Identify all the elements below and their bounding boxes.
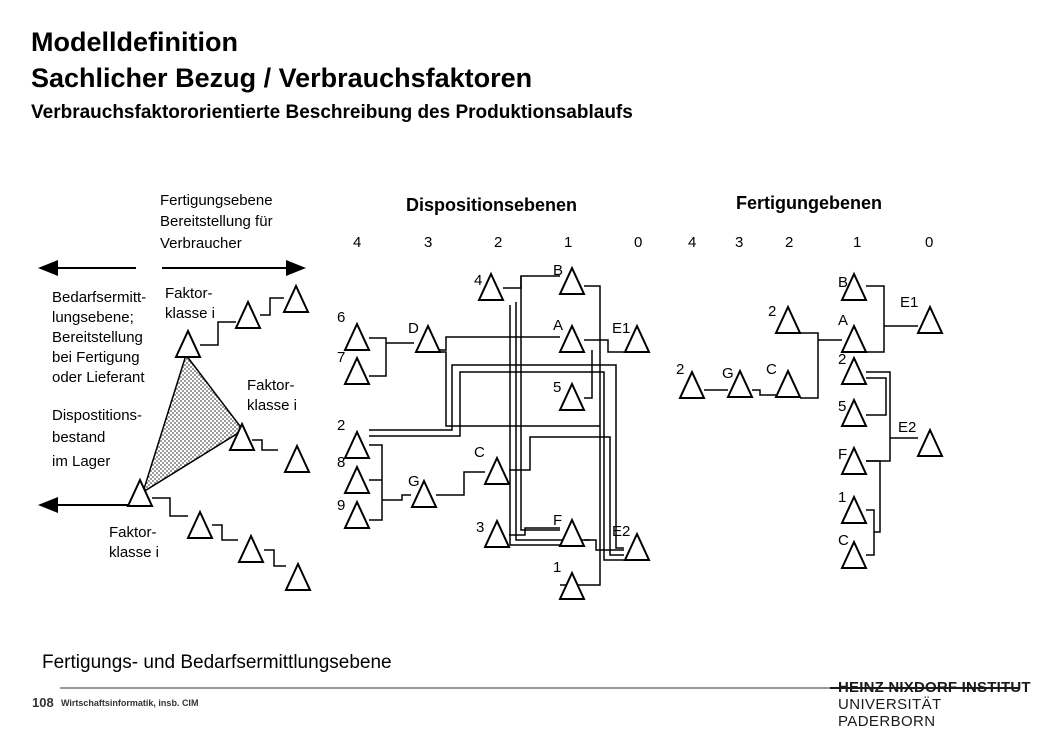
disp-node-C: C [474,444,485,461]
disp-node-3: 3 [476,519,485,536]
fert-level-3: 3 [735,234,744,251]
disp-node-F: F [553,512,563,529]
dispo-line1: Dispostitions- [52,407,143,424]
dispo-bestand-area [143,355,243,492]
fert-level-0: 0 [925,234,934,251]
disp-node-E2: E2 [612,523,631,540]
disp-node-5: 5 [553,379,562,396]
faktor-bot-line2: klasse i [109,544,160,561]
disp-node-9: 9 [337,497,346,514]
figure-caption: Fertigungs- und Bedarfsermittlungsebene [42,652,392,673]
fertigungsebene-line3: Verbraucher [160,235,242,252]
disp-node-8: 8 [337,454,346,471]
bedarf-line3: Bereitstellung [52,329,143,346]
footer-text: Wirtschaftsinformatik, insb. CIM [61,698,199,708]
right-panel [676,193,942,568]
arrow-left-top [38,260,58,276]
dispositionsebenen-title: Dispositionsebenen [406,195,578,215]
dispo-line2: bestand [52,429,106,446]
fert-node-2a: 2 [768,303,777,320]
fert-node-F: F [838,446,848,463]
page-number: 108 [32,695,54,710]
bedarf-line1: Bedarfsermitt- [52,289,147,306]
fert-node-1: 1 [838,489,847,506]
fert-level-4: 4 [688,234,697,251]
fert-level-2: 2 [785,234,794,251]
faktor-top-line2: klasse i [165,305,216,322]
faktor-bot-line1: Faktor- [109,524,157,541]
disp-level-4: 4 [353,234,362,251]
faktor-top-line1: Faktor- [165,285,213,302]
middle-panel [337,195,649,599]
disp-level-2: 2 [494,234,503,251]
faktor-mid-line2: klasse i [247,397,298,414]
fert-node-A: A [838,312,849,329]
fert-node-B: B [838,274,849,291]
page-title: Modelldefinition [31,27,238,57]
disp-level-0: 0 [634,234,643,251]
disp-node-1: 1 [553,559,562,576]
fert-node-2c: 2 [676,361,685,378]
disp-node-6: 6 [337,309,346,326]
disp-node-G: G [408,473,420,490]
fert-level-1: 1 [853,234,862,251]
fertigungebenen-title: Fertigungebenen [736,193,883,213]
page-subtitle: Sachlicher Bezug / Verbrauchsfaktoren [31,63,533,93]
institute-logo-line2: UNIVERSITÄT PADERBORN [838,696,942,730]
disp-level-3: 3 [424,234,433,251]
disp-node-4: 4 [474,272,483,289]
fert-node-E2: E2 [898,419,917,436]
fert-node-C2: C [838,532,849,549]
fert-node-G: G [722,365,734,382]
disp-node-A: A [553,317,564,334]
disp-node-B: B [553,262,564,279]
disp-node-E1: E1 [612,320,631,337]
bedarf-line2: lungsebene; [52,309,134,326]
footer-divider [60,687,830,689]
dispo-line3: im Lager [52,453,111,470]
fert-node-E1: E1 [900,294,919,311]
disp-node-D: D [408,320,419,337]
fert-node-5: 5 [838,398,847,415]
disp-level-1: 1 [564,234,573,251]
triangle-faktor-top [176,331,200,357]
bedarf-line5: oder Lieferant [52,369,145,386]
disp-node-2: 2 [337,417,346,434]
fertigungsebene-line1: Fertigungsebene [160,192,273,209]
institute-logo-line1: HEINZ NIXDORF INSTITUT [838,679,1031,696]
arrow-left-bottom [38,497,58,513]
arrow-right-top [286,260,306,276]
bedarf-line4: bei Fertigung [52,349,140,366]
fert-node-2b: 2 [838,351,847,368]
faktor-mid-line1: Faktor- [247,377,295,394]
page-subsubtitle: Verbrauchsfaktororientierte Beschreibung des Produktionsablaufs [31,102,633,123]
fertigungsebene-line2: Bereitstellung für [160,213,273,230]
fert-node-C: C [766,361,777,378]
left-panel [38,192,310,590]
disp-node-7: 7 [337,349,346,366]
